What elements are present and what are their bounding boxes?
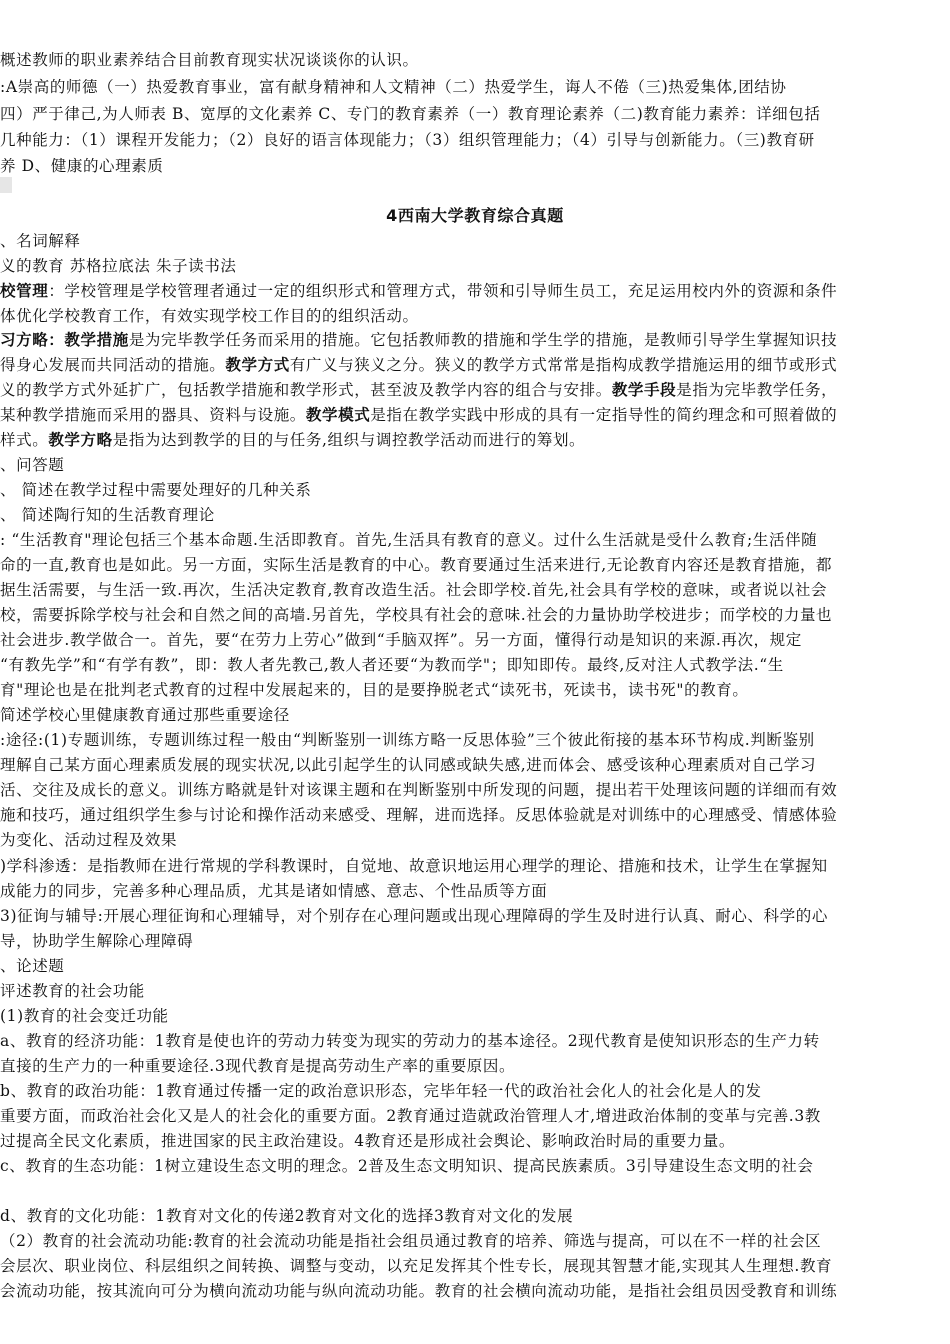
text-fragment: 得身心发展而共同活动的措施。 (0, 356, 226, 374)
text-fragment: 是指在教学实践中形成的具有一定指导性的简约理念和可照着做的 (370, 406, 838, 424)
text-line: 导，协助学生解除心理障碍 (0, 932, 194, 950)
text-line: 成能力的同步，完善多种心理品质，尤其是诸如情感、意志、个性品质等方面 (0, 882, 548, 900)
text-line: 重要方面，而政治社会化又是人的社会化的重要方面。2教育通过造就政治管理人才,增进政治体制的变革与完善.3教 (0, 1107, 821, 1125)
term-definition-line (0, 380, 950, 402)
term-definition-line (0, 430, 950, 452)
term-label: 习方略：教学措施 (0, 330, 129, 349)
text-fragment: 是指为完毕教学任务， (676, 381, 838, 399)
text-line: 会流动功能，按其流向可分为横向流动功能与纵向流动功能。教育的社会横向流动功能，是指社会组员因受教育和训练 (0, 1282, 838, 1300)
text-line: 概述教师的职业素养结合目前教育现实状况谈谈你的认识。 (0, 51, 419, 69)
subheading-line: (1)教育的社会变迁功能 (0, 1007, 169, 1025)
text-line: 据生活需要，与生活一致.再次，生活决定教育,教育改造生活。社会即学校.首先,社会具有学校的意味，或者说以社会 (0, 581, 828, 599)
text-line: （2）教育的社会流动功能:教育的社会流动功能是指社会组员通过教育的培养、筛选与提高，可以在不一样的社会区 (0, 1232, 822, 1250)
text-line: 四）严于律己,为人师表 B、宽厚的文化素养 C、专门的教育素养（一）教育理论素养（二)教育能力素养：详细包括 (0, 105, 821, 123)
term-label: 校管理 (0, 281, 49, 300)
text-fragment: 某种教学措施而采用的器具、资料与设施。 (0, 406, 306, 424)
question-line: 评述教育的社会功能 (0, 982, 145, 1000)
text-line: c、教育的生态功能：1树立建设生态文明的理念。2普及生态文明知识、提高民族素质。3引导建设生态文明的社会 (0, 1157, 814, 1175)
text-line: 体优化学校教育工作，有效实现学校工作目的的组织活动。 (0, 307, 419, 325)
text-line: 校，需要拆除学校与社会和自然之间的高墙.另首先，学校具有社会的意味.社会的力量协助学校进步；而学校的力量也 (0, 606, 833, 624)
term-definition-line (0, 330, 950, 352)
text-fragment: 样式。 (0, 431, 49, 449)
question-line: 、 简述在教学过程中需要处理好的几种关系 (0, 481, 312, 499)
term-label: 教学方式 (225, 355, 290, 374)
text-fragment: 是指为达到教学的目的与任务,组织与调控教学活动而进行的筹划。 (112, 431, 586, 449)
text-line: 义的教育 苏格拉底法 朱子读书法 (0, 257, 237, 275)
text-line: 理解自己某方面心理素质发展的现实状况,以此引起学生的认同感或缺失感,进而体会、感受该种心理素质对自己学习 (0, 756, 817, 774)
text-line: )学科渗透：是指教师在进行常规的学科教课时，自觉地、故意识地运用心理学的理论、措施和技术，让学生在掌握知 (0, 857, 828, 875)
text-line: “有教先学”和“有学有教”，即：教人者先教己,教人者还要“为教而学"；即知即传。最终,反对注人式教学法.“生 (0, 656, 784, 674)
term-definition-line (0, 405, 950, 427)
term-definition-line (0, 281, 950, 303)
text-line: 会层次、职业岗位、科层组织之间转换、调整与变动，以充足发挥其个性专长，展现其智慧才能,实现其人生理想.教育 (0, 1257, 833, 1275)
text-line: : “生活教育"理论包括三个基本命题.生活即教育。首先,生活具有教育的意义。过什么生活就是受什么教育;生活伴随 (0, 531, 818, 549)
text-line: 施和技巧，通过组织学生参与讨论和操作活动来感受、理解，进而选择。反思体验就是对训练中的心理感受、情感体验 (0, 806, 838, 824)
text-line: 为变化、活动过程及效果 (0, 831, 178, 849)
text-line: 养 D、健康的心理素质 (0, 157, 164, 175)
text-fragment: ：学校管理是学校管理者通过一定的组织形式和管理方式，带领和引导师生员工，充足运用校内外的资源和条件 (48, 282, 838, 300)
term-label: 教学方略 (48, 430, 113, 449)
question-line: 简述学校心里健康教育通过那些重要途径 (0, 706, 290, 724)
text-fragment: 是为完毕教学任务而采用的措施。它包括教师教的措施和学生学的措施，是教师引导学生掌握知识技 (128, 331, 838, 349)
text-line: 活、交往及成长的意义。训练方略就是针对该课主题和在判断鉴别中所发现的问题，提出若干处理该问题的详细而有效 (0, 781, 838, 799)
text-line: :途径:(1)专题训练，专题训练过程一般由“判断鉴别一训练方略一反思体验”三个彼此衔接的基本环节构成.判断鉴别 (0, 731, 815, 749)
text-line: 命的一直,教育也是如此。另一方面，实际生活是教育的中心。教育要通过生活来进行,无论教育内容还是教育措施，都 (0, 556, 833, 574)
text-line: b、教育的政治功能：1教育通过传播一定的政治意识形态，完毕年轻一代的政治社会化人的社会化是人的发 (0, 1082, 762, 1100)
term-label: 教学手段 (611, 380, 677, 399)
text-fragment: 义的教学方式外延扩广，包括教学措施和教学形式，甚至波及教学内容的组合与安排。 (0, 381, 612, 399)
section-heading: 、论述题 (0, 957, 65, 975)
text-line: d、教育的文化功能：1教育对文化的传递2教育对文化的选择3教育对文化的发展 (0, 1207, 574, 1225)
text-line: 直接的生产力的一种重要途径.3现代教育是提高劳动生产率的重要原因。 (0, 1057, 516, 1075)
section-separator (0, 177, 12, 193)
text-line: 几种能力：（1）课程开发能力；（2）良好的语言体现能力；（3）组织管理能力；（4）引导与创新能力。（三)教育研 (0, 131, 815, 149)
text-fragment: 有广义与狭义之分。狭义的教学方式常常是指构成教学措施运用的细节或形式 (289, 356, 838, 374)
term-label: 教学模式 (305, 405, 371, 424)
text-line: 育"理论也是在批判老式教育的过程中发展起来的，目的是要挣脱老式“读死书，死读书，读书死"的教育。 (0, 681, 749, 699)
section-heading: 、名词解释 (0, 232, 81, 250)
section-heading: 、问答题 (0, 456, 65, 474)
question-line: 、 简述陶行知的生活教育理论 (0, 506, 215, 524)
text-line: 社会进步.教学做合一。首先，要“在劳力上劳心”做到“手脑双挥”。另一方面，懂得行动是知识的来源.再次，规定 (0, 631, 802, 649)
text-line: 3)征询与辅导:开展心理征询和心理辅导，对个别存在心理问题或出现心理障碍的学生及时进行认真、耐心、科学的心 (0, 907, 828, 925)
blank-line (0, 1181, 950, 1203)
section-title: 4西南大学教育综合真题 (386, 206, 564, 225)
text-line: 过提高全民文化素质，推进国家的民主政治建设。4教育还是形成社会舆论、影响政治时局的重要力量。 (0, 1132, 735, 1150)
term-definition-line (0, 355, 950, 377)
text-line: a、教育的经济功能：1教育是使也许的劳动力转变为现实的劳动力的基本途径。2现代教育是使知识形态的生产力转 (0, 1032, 820, 1050)
text-line: :A崇高的师德（一）热爱教育事业，富有献身精神和人文精神（二）热爱学生，诲人不倦（三)热爱集体,团结协 (0, 78, 787, 96)
